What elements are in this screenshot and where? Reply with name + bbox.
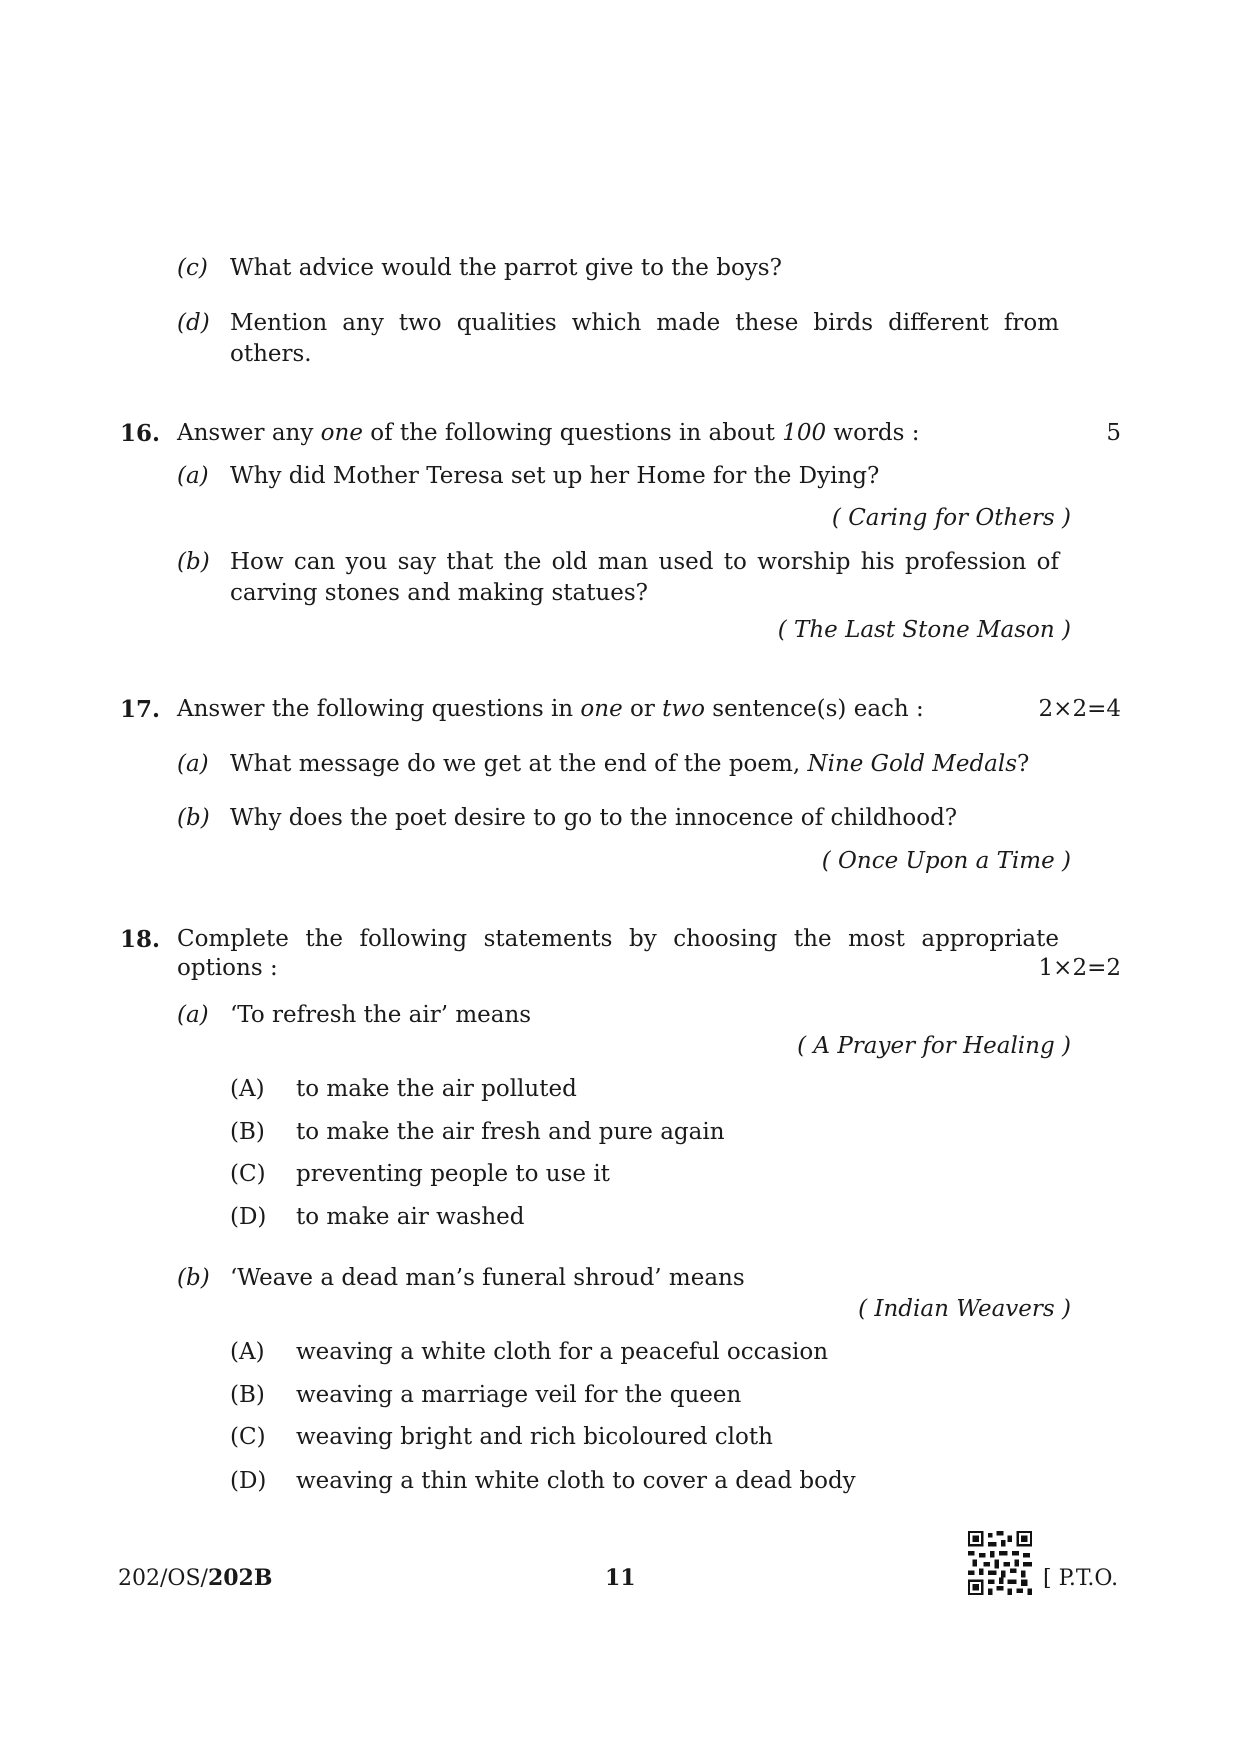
q18-a-option-text: to make the air polluted (296, 1076, 577, 1102)
q18-a-option-text: to make air washed (296, 1204, 525, 1230)
q18-a-option-letter: (D) (230, 1204, 267, 1230)
q18-line1: Complete the following statements by choosing the most appropriate (177, 926, 1059, 952)
pto-label: [ P.T.O. (1043, 1566, 1119, 1591)
q16-b-line2: carving stones and making statues? (230, 580, 648, 606)
qr-code-icon (968, 1531, 1032, 1595)
q18-b-option-letter: (C) (230, 1424, 266, 1450)
paper-code: 202/OS/202B (118, 1565, 273, 1591)
q18-b-label: (b) (177, 1265, 210, 1291)
q18-a-source: ( A Prayer for Healing ) (797, 1033, 1071, 1059)
q18-a-option-letter: (B) (230, 1119, 265, 1145)
q15-d-line1: Mention any two qualities which made these birds different from (230, 310, 1059, 336)
q18-b-option-text: weaving a marriage veil for the queen (296, 1382, 742, 1408)
q18-b-option-letter: (B) (230, 1382, 265, 1408)
q15-c-label: (c) (177, 255, 208, 281)
q18-b-option-letter: (D) (230, 1468, 267, 1494)
q17-b-text: Why does the poet desire to go to the innocence of childhood? (230, 805, 958, 831)
q18-b-option-text: weaving a thin white cloth to cover a dead body (296, 1468, 856, 1494)
q16-b-source: ( The Last Stone Mason ) (777, 617, 1071, 643)
q16-b-label: (b) (177, 549, 210, 575)
q16-b-line1: How can you say that the old man used to worship his profession of (230, 549, 1059, 575)
q18-a-option-text: to make the air fresh and pure again (296, 1119, 725, 1145)
q16-a-text: Why did Mother Teresa set up her Home for the Dying? (230, 463, 880, 489)
q18-a-text: ‘To refresh the air’ means (230, 1002, 532, 1028)
q18-a-option-text: preventing people to use it (296, 1161, 610, 1187)
q16-stem: Answer any one of the following questions in about 100 words : (177, 420, 920, 446)
q17-b-source: ( Once Upon a Time ) (821, 848, 1071, 874)
q18-b-text: ‘Weave a dead man’s funeral shroud’ means (230, 1265, 745, 1291)
q17-a-label: (a) (177, 751, 209, 777)
q15-c-text: What advice would the parrot give to the boys? (230, 255, 782, 281)
q18-a-label: (a) (177, 1002, 209, 1028)
q16-a-source: ( Caring for Others ) (831, 505, 1071, 531)
q18-b-option-text: weaving bright and rich bicoloured cloth (296, 1424, 773, 1450)
q17-marks: 2×2=4 (1038, 696, 1121, 722)
q16-number: 16. (120, 420, 161, 447)
q17-number: 17. (120, 696, 161, 723)
q18-b-option-text: weaving a white cloth for a peaceful occasion (296, 1339, 829, 1365)
q17-b-label: (b) (177, 805, 210, 831)
q18-a-option-letter: (C) (230, 1161, 266, 1187)
q18-b-option-letter: (A) (230, 1339, 265, 1365)
q16-a-label: (a) (177, 463, 209, 489)
q18-marks: 1×2=2 (1038, 955, 1121, 981)
q16-marks: 5 (1106, 420, 1121, 446)
q18-line2: options : (177, 955, 278, 981)
q18-a-option-letter: (A) (230, 1076, 265, 1102)
q17-stem: Answer the following questions in one or two sentence(s) each : (177, 696, 924, 722)
page-number: 11 (605, 1565, 636, 1591)
q18-number: 18. (120, 926, 161, 953)
q15-d-line2: others. (230, 341, 312, 367)
q15-d-label: (d) (177, 310, 210, 336)
q18-b-source: ( Indian Weavers ) (858, 1296, 1071, 1322)
q17-a-text: What message do we get at the end of the poem, Nine Gold Medals? (230, 751, 1030, 777)
